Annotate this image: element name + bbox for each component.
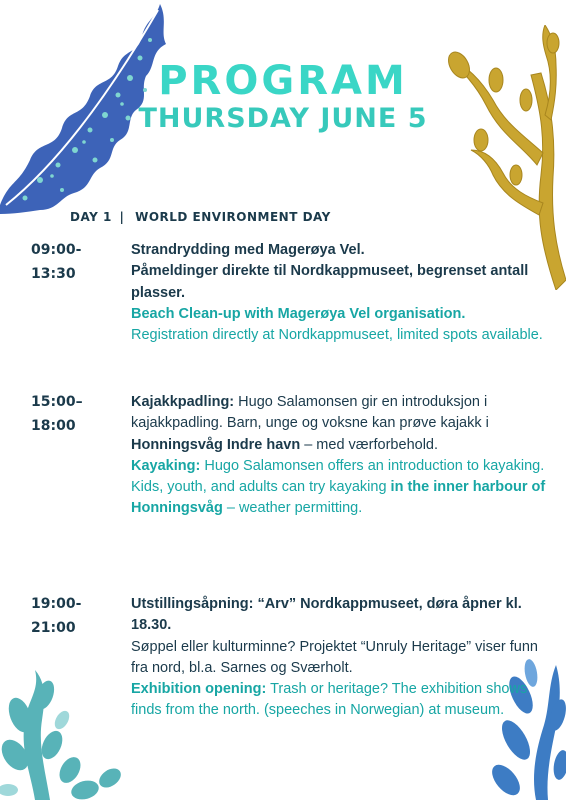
event-label: Kajakkpadling: bbox=[131, 394, 235, 410]
event-time bbox=[31, 238, 111, 286]
event-registration-english: Registration directly at Nordkappmuseet, limited spots available. bbox=[131, 327, 543, 344]
event-label: Kayaking: bbox=[131, 457, 201, 474]
day-heading bbox=[70, 210, 331, 224]
event-time-start: 09:00- bbox=[31, 242, 82, 258]
event-time-start: 15:00– bbox=[31, 394, 83, 410]
event-registration-norwegian: Påmeldinger direkte til Nordkappmuseet, begrenset antall plasser. bbox=[131, 263, 529, 301]
event-time-end: 21:00 bbox=[31, 620, 76, 636]
page-title: PROGRAM bbox=[158, 58, 408, 104]
event-text-norwegian bbox=[131, 392, 551, 456]
event-time bbox=[31, 592, 111, 640]
event-heading-english: Beach Clean-up with Magerøya Vel organisation. bbox=[131, 305, 466, 322]
event-text: – weather permitting. bbox=[222, 500, 363, 517]
event-heading-norwegian: Strandrydding med Magerøya Vel. bbox=[131, 242, 365, 258]
event-text: Hugo Salamonsen offers an introduction to kayaking. Kids, youth, and adults can try kayaking bbox=[131, 457, 545, 496]
event-time-end: 18:00 bbox=[31, 418, 76, 434]
event-text-english bbox=[131, 679, 551, 722]
event-text-norwegian: Søppel eller kulturminne? Projektet “Unruly Heritage” viser funn fra nord, bl.a. Sarnes og Sværholt. bbox=[131, 638, 538, 676]
event-text-english bbox=[131, 456, 551, 520]
event-location: Honningsvåg Indre havn bbox=[131, 436, 301, 453]
event-description bbox=[131, 392, 551, 520]
event-description bbox=[131, 240, 551, 346]
day-separator: | bbox=[119, 210, 125, 224]
event-time-end: 13:30 bbox=[31, 266, 76, 282]
event-location: in the inner harbour of Honningsvåg bbox=[131, 479, 546, 517]
event-text: Hugo Salamonsen gir en introduksjon i kajakkpadling. Barn, unge og voksne kan prøve kajakk i bbox=[131, 394, 489, 432]
day-theme: WORLD ENVIRONMENT DAY bbox=[135, 210, 331, 224]
event-time bbox=[31, 390, 111, 438]
teal-seaweed-illustration bbox=[0, 660, 140, 800]
event-text: – med værforbehold. bbox=[300, 436, 439, 453]
event-heading-norwegian: Utstillingsåpning: “Arv” Nordkappmuseet, døra åpner kl. 18.30. bbox=[131, 596, 522, 634]
event-label: Exhibition opening: bbox=[131, 681, 267, 698]
page-subtitle-date: THURSDAY JUNE 5 bbox=[138, 103, 428, 134]
event-time-start: 19:00- bbox=[31, 596, 82, 612]
day-label: DAY 1 bbox=[70, 210, 112, 224]
event-text: Trash or heritage? The exhibition shows finds from the north. (speeches in Norwegian) at museum. bbox=[131, 681, 528, 719]
event-description bbox=[131, 594, 551, 722]
